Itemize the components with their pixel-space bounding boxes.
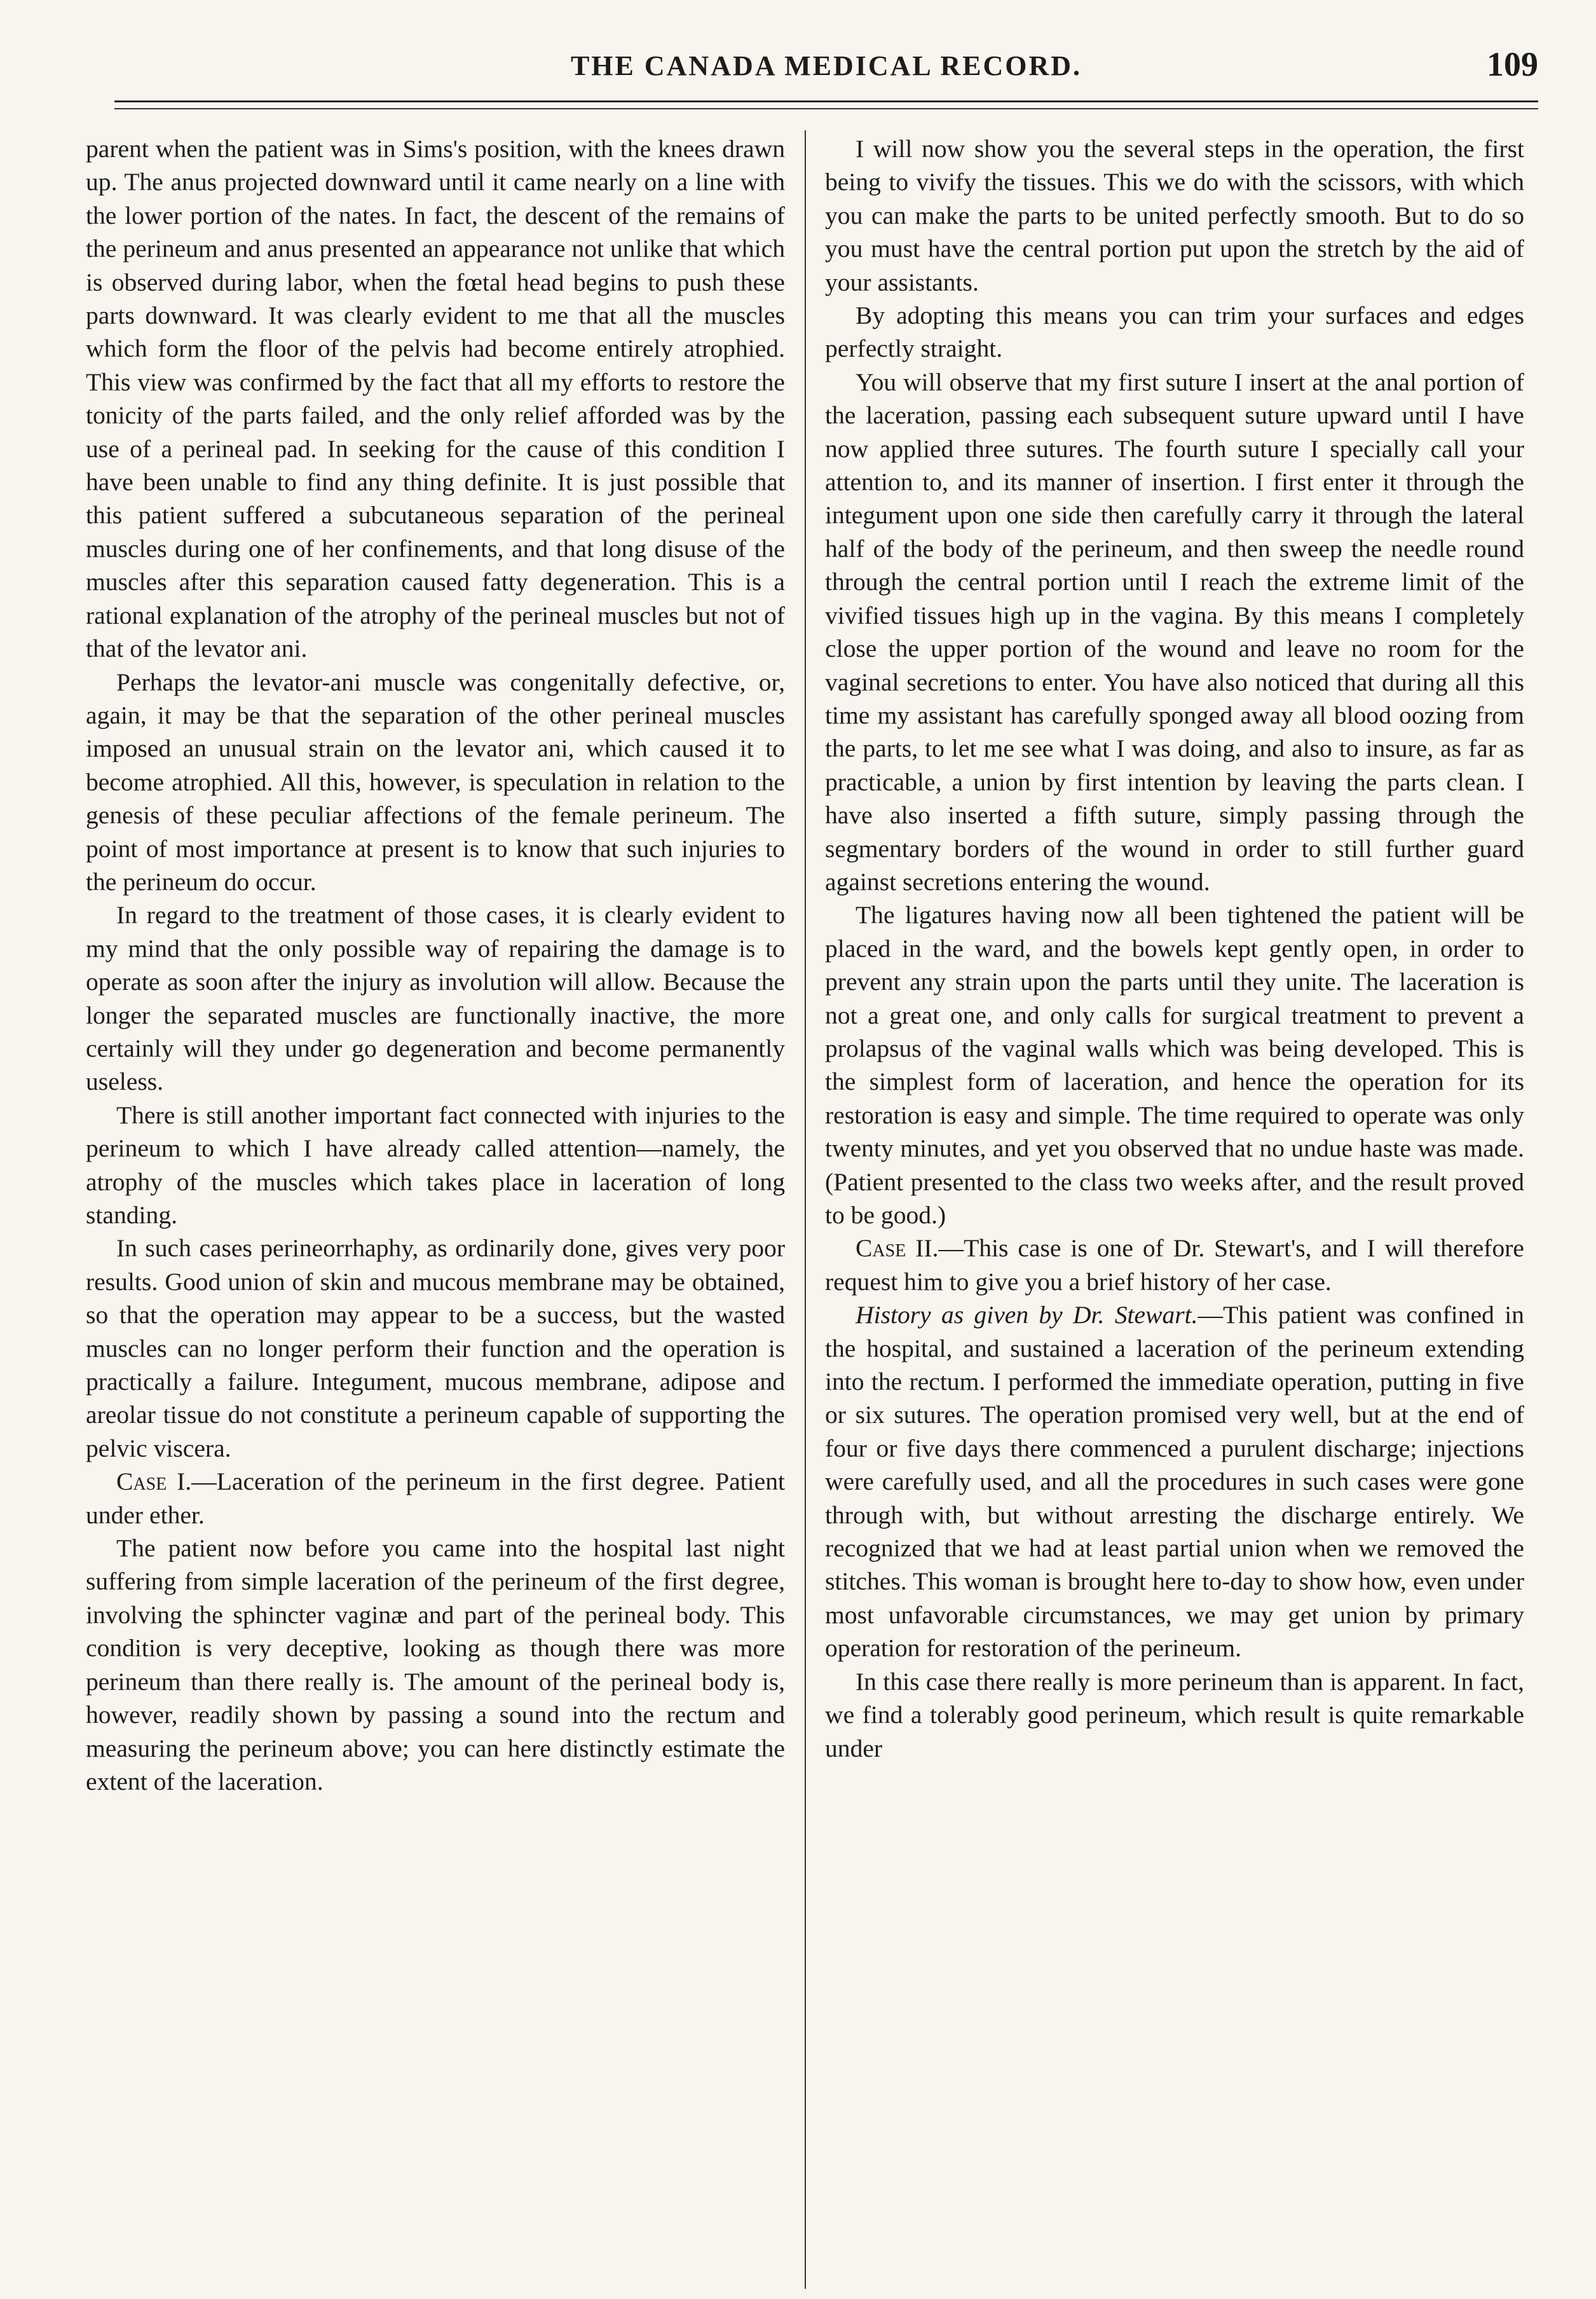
case-description: —Laceration of the perineum in the first degree. Patient under ether. bbox=[86, 1467, 785, 1529]
paragraph: Perhaps the levator-ani muscle was congenitally defective, or, again, it may be that the separation of the other perineal muscles imposed an unusual strain on the levator ani, which caused it to become atrophied. All this, however, is speculation in relation to the genesis of these peculiar affections of the female perineum. The point of most importance at present is to know that such injuries to the perineum do occur. bbox=[86, 668, 785, 896]
case-heading-paragraph bbox=[825, 1232, 1524, 1298]
case-heading-paragraph bbox=[86, 1465, 785, 1532]
history-label: History as given by Dr. Stewart. bbox=[856, 1301, 1198, 1329]
paragraph: The ligatures having now all been tightened the patient will be placed in the ward, and the bowels kept gently open, in order to prevent any strain upon the parts until they unite. The laceration is not a great one, and only calls for surgical treatment to prevent a prolapsus of the vaginal walls which was being developed. This is the simplest form of laceration, and hence the operation for its restoration is easy and simple. The time required to operate was only twenty minutes, and yet you observed that no undue haste was made. (Patient presented to the class two weeks after, and the result proved to be good.) bbox=[825, 901, 1524, 1229]
paragraph: parent when the patient was in Sims's position, with the knees drawn up. The anus projected downward until it came nearly on a line with the lower portion of the nates. In fact, the descent of the remains of the perineum and anus presented an appearance not unlike that which is observed during labor, when the fœtal head begins to push these parts downward. It was clearly evident to me that all the muscles which form the floor of the pelvis had become entirely atrophied. This view was confirmed by the fact that all my efforts to restore the tonicity of the parts failed, and the only relief afforded was by the use of a perineal pad. In seeking for the cause of this condition I have been unable to find any thing definite. It is just possible that this patient suffered a subcutaneous separation of the perineal muscles during one of her confinements, and that long disuse of the muscles after this separation caused fatty degeneration. This is a rational explanation of the atrophy of the perineal muscles but not of that of the levator ani. bbox=[86, 135, 785, 663]
column-divider bbox=[805, 130, 806, 2289]
paragraph: In this case there really is more perineum than is apparent. In fact, we find a tolerably good perineum, which result is quite remarkable under bbox=[825, 1667, 1524, 1762]
header-rule-thick bbox=[114, 100, 1538, 102]
case-label: Case I. bbox=[116, 1467, 192, 1496]
paragraph: In regard to the treatment of those cases, it is clearly evident to my mind that the only possible way of repairing the damage is to operate as soon after the injury as involution will allow. Because the longer the separated muscles are functionally inactive, the more certainly will they under go degeneration and become permanently useless. bbox=[86, 901, 785, 1096]
header-rule-thin bbox=[114, 108, 1538, 109]
right-column bbox=[825, 132, 1524, 2281]
history-text: —This patient was confined in the hospital, and sustained a laceration of the perineum extending into the rectum. I performed the immediate operation, putting in five or six sutures. The operation promised very well, but at the end of four or five days there commenced a purulent discharge; injections were carefully used, and all the procedures in such cases were gone through with, but without arresting the discharge entirely. We recognized that we had at least partial union when we removed the stitches. This woman is brought here to-day to show how, even under most unfavorable circumstances, we may get union by primary operation for restoration of the perineum. bbox=[825, 1301, 1524, 1663]
paragraph: There is still another important fact connected with injuries to the perineum to which I have already called attention—namely, the atrophy of the muscles which takes place in laceration of long standing. bbox=[86, 1101, 785, 1229]
paragraph: The patient now before you came into the hospital last night suffering from simple laceration of the perineum of the first degree, involving the sphincter vaginæ and part of the perineal body. This condition is very deceptive, looking as though there was more perineum than there really is. The amount of the perineal body is, however, readily shown by passing a sound into the rectum and measuring the perineum above; you can here distinctly estimate the extent of the laceration. bbox=[86, 1534, 785, 1795]
paragraph: By adopting this means you can trim your surfaces and edges perfectly straight. bbox=[825, 301, 1524, 363]
paragraph: I will now show you the several steps in the operation, the first being to vivify the tissues. This we do with the scissors, with which you can make the parts to be united perfectly smooth. But to do so you must have the central portion put upon the stretch by the aid of your assistants. bbox=[825, 135, 1524, 296]
running-header bbox=[114, 45, 1538, 89]
paragraph: In such cases perineorrhaphy, as ordinarily done, gives very poor results. Good union of skin and mucous membrane may be obtained, so that the operation may appear to be a success, but the wasted muscles can no longer perform their function and the operation is practically a failure. Integument, mucous membrane, adipose and areolar tissue do not constitute a perineum capable of supporting the pelvic viscera. bbox=[86, 1234, 785, 1462]
left-column bbox=[86, 132, 785, 2281]
case-description: —This case is one of Dr. Stewart's, and I will therefore request him to give you a brief history of her case. bbox=[825, 1234, 1524, 1296]
page-number: 109 bbox=[1487, 45, 1538, 83]
case-label: Case II. bbox=[856, 1234, 939, 1263]
history-paragraph bbox=[825, 1298, 1524, 1664]
journal-title: THE CANADA MEDICAL RECORD. bbox=[570, 50, 1082, 81]
paragraph: You will observe that my first suture I insert at the anal portion of the laceration, passing each subsequent suture upward until I have now applied three sutures. The fourth suture I specially call your attention to, and its manner of insertion. I first enter it through the integument upon one side then carefully carry it through the lateral half of the body of the perineum, and then sweep the needle round through the central portion until I reach the extreme limit of the vivified tissues high up in the vagina. By this means I completely close the upper portion of the wound and leave no room for the vaginal secretions to enter. You have also noticed that during all this time my assistant has carefully sponged away all blood oozing from the parts, to let me see what I was doing, and also to insure, as far as practicable, a union by first intention by leaving the parts clean. I have also inserted a fifth suture, simply passing through the segmentary borders of the wound in order to still further guard against secretions entering the wound. bbox=[825, 367, 1524, 896]
